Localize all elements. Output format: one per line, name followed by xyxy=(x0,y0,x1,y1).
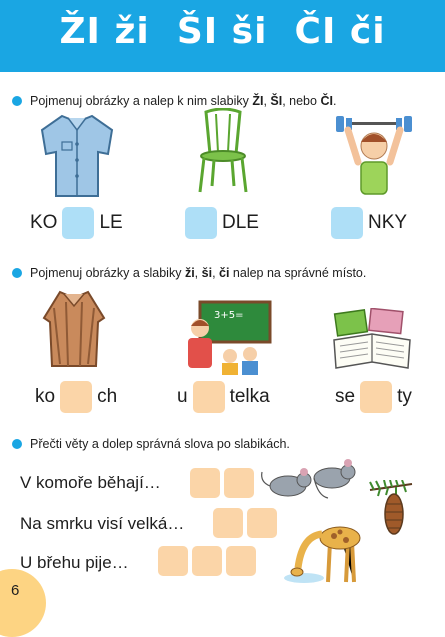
answer-boxes-2 xyxy=(213,508,277,538)
sticker-slot[interactable] xyxy=(60,381,92,413)
chair-image xyxy=(196,108,250,194)
word-2-3 xyxy=(335,381,412,413)
word-part: se xyxy=(335,386,356,407)
sentence-2: Na smrku visí velká… xyxy=(20,514,185,533)
answer-boxes-1 xyxy=(190,468,254,498)
sticker-slot[interactable] xyxy=(185,207,217,239)
word-part: telka xyxy=(229,386,270,407)
sticker-slot[interactable] xyxy=(213,508,243,538)
bullet-icon xyxy=(12,268,22,278)
teacher-board-image xyxy=(180,300,272,376)
fur-coat-image xyxy=(40,288,108,368)
word-2-2 xyxy=(177,381,270,413)
sticker-slot[interactable] xyxy=(190,468,220,498)
bullet-icon xyxy=(12,96,22,106)
word-part: DLE xyxy=(222,212,259,233)
word-part: KO xyxy=(30,212,58,233)
giraffe-image xyxy=(282,512,364,586)
instruction-3: Přečti věty a dolep správná slova po slabikách. xyxy=(12,437,290,451)
sticker-slot[interactable] xyxy=(62,207,94,239)
sentence-1: V komoře běhají… xyxy=(20,473,161,492)
spruce-cone-image xyxy=(366,480,416,542)
word-part: ch xyxy=(97,386,118,407)
sentence-3: U břehu pije… xyxy=(20,553,129,572)
page-number: 6 xyxy=(11,582,20,599)
bullet-icon xyxy=(12,439,22,449)
sticker-slot[interactable] xyxy=(331,207,363,239)
sticker-slot[interactable] xyxy=(360,381,392,413)
word-2-1 xyxy=(35,381,117,413)
header-banner xyxy=(0,0,445,72)
page-title: ŽI ži ŠI ši ČI či xyxy=(59,11,386,52)
word-part: NKY xyxy=(368,212,408,233)
instruction-1: Pojmenuj obrázky a nalep k nim slabiky ŽI, ŠI, nebo ČI. xyxy=(12,94,336,108)
sticker-slot[interactable] xyxy=(193,381,225,413)
word-part: LE xyxy=(99,212,123,233)
boy-lifting-weights-image xyxy=(328,112,420,198)
sticker-slot[interactable] xyxy=(192,546,222,576)
word-1-1 xyxy=(30,207,123,239)
word-part: ty xyxy=(397,386,412,407)
page-number-circle xyxy=(0,569,46,637)
word-1-2 xyxy=(180,207,259,239)
mice-image xyxy=(258,452,362,502)
sticker-slot[interactable] xyxy=(158,546,188,576)
shirt-image xyxy=(38,110,116,198)
notebooks-image xyxy=(330,308,414,372)
answer-boxes-3 xyxy=(158,546,256,576)
sticker-slot[interactable] xyxy=(247,508,277,538)
word-part: ko xyxy=(35,386,56,407)
instruction-2: Pojmenuj obrázky a slabiky ži, ši, či nalep na správné místo. xyxy=(12,266,366,280)
board-text: 3+5= xyxy=(214,310,244,321)
word-1-3 xyxy=(326,207,407,239)
word-part: u xyxy=(177,386,188,407)
sticker-slot[interactable] xyxy=(226,546,256,576)
sticker-slot[interactable] xyxy=(224,468,254,498)
